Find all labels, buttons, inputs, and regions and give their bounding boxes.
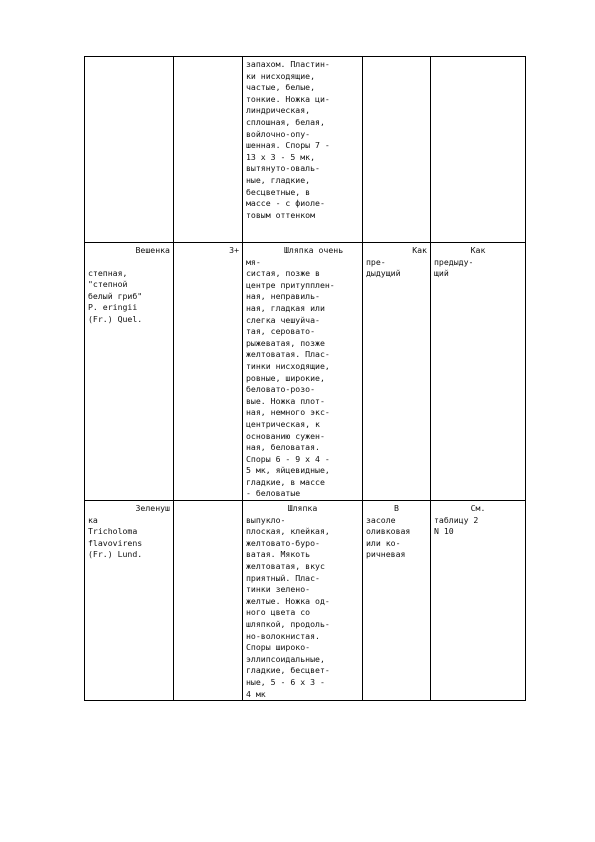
description-cell	[243, 57, 363, 243]
description-text: выпукло- плоская, клейкая, желтовато-буро- ватая. Мякоть желтоватая, вкус приятный. Плас- тинки зелено- желтые. Ножка од- ного цвета со шляпкой, продоль- но-волокнистая. Споры широко- эллипсоидальные, гладкие, бесцвет- ные, 5 - 6 x 3 - 4 мк	[246, 514, 330, 699]
table-row	[85, 501, 526, 701]
name-head: Зеленуш	[135, 503, 170, 514]
name-cell	[85, 243, 174, 501]
note-cell	[431, 57, 526, 243]
description-text: запахом. Пластин- ки нисходящие, частые, белые, тонкие. Ножка ци- линдрическая, сплошная, белая, войлочно-опу- шенная. Споры 7 - 13 x 3 - 5 мк, вытянуто-оваль- ные, гладкие, бесцветные, в массе - с фиоле- товым оттенком	[246, 59, 330, 220]
note-cell	[431, 501, 526, 701]
color-head: Как	[412, 245, 427, 255]
rating-cell	[174, 243, 243, 501]
rating-cell	[174, 57, 243, 243]
description-text: Шляпка очень мя- систая, позже в центре притупплен- ная, неправиль- ная, гладкая или слегка чешуйча- тая, серовато- рыжеватая, позже желтоватая. Плас- тинки нисходящие, ровные, широкие, беловато-розо- вые. Ножка плот- ная, немного экс- центрическая, к основанию сужен- ная, беловатая. Споры 6 - 9 x 4 - 5 мк, яйцевидные, гладкие, в массе - беловатые	[246, 245, 344, 499]
table-row	[85, 57, 526, 243]
note-head: См.	[470, 503, 486, 514]
name-text: ка Tricholoma flavovirens (Fr.) Lund.	[88, 514, 143, 560]
name-cell	[85, 501, 174, 701]
table-row	[85, 243, 526, 501]
note-text: таблицу 2 N 10	[434, 514, 479, 537]
rating-cell	[174, 501, 243, 701]
color-text: пре- дыдущий	[366, 256, 401, 279]
note-cell	[431, 243, 526, 501]
rating-text: 3+	[229, 245, 239, 255]
color-head: В	[394, 503, 399, 514]
note-text: предыду- щий	[434, 256, 474, 279]
color-cell	[363, 501, 431, 701]
description-cell	[243, 501, 363, 701]
name-cell	[85, 57, 174, 243]
mushroom-table	[84, 56, 526, 701]
description-cell	[243, 243, 363, 501]
note-head: Как	[470, 245, 486, 255]
color-text: засоле оливковая или ко- ричневая	[366, 514, 411, 560]
color-cell	[363, 243, 431, 501]
name-text: степная, "степной белый гриб" P. eringii (Fr.) Quel.	[88, 267, 143, 324]
name-head: Вешенка	[135, 245, 170, 255]
color-cell	[363, 57, 431, 243]
description-head: Шляпка	[287, 503, 318, 514]
